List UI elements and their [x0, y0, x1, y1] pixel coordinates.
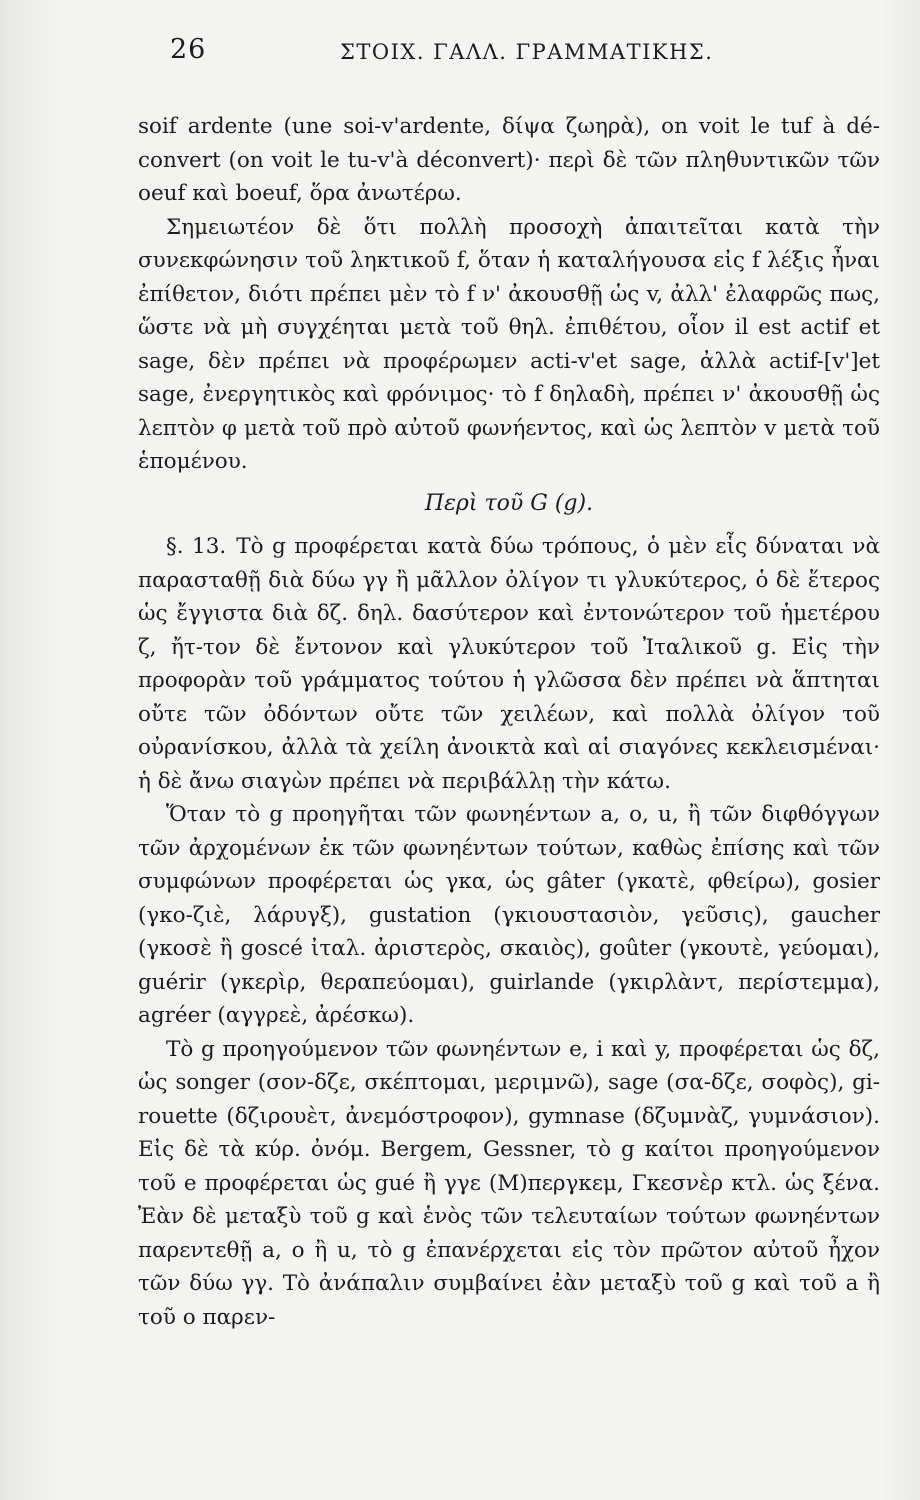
paragraph-5: Τὸ g προηγούμενον τῶν φωνηέντων e, i καὶ y, προφέρεται ὡς δζ, ὡς songer (σον-δζε, σκέπτομαι, μεριμνῶ), sage (σα-δζε, σοφὸς), gi-rouette (δζιρουὲτ, ἀνεμόστροφον), gymnase (δζυμνὰζ, γυμνάσιον). Εἰς δὲ τὰ κύρ. ὀνόμ. Bergem, Gessner, τὸ g καίτοι προηγούμενον τοῦ e προφέρεται ὡς gué ἢ γγε (Μ)περγκεμ, Γκεσνὲρ κτλ. ὡς ξένα. Ἐὰν δὲ μεταξὺ τοῦ g καὶ ἑνὸς τῶν τελευταίων τούτων φωνηέντων παρεντεθῇ a, o ἢ u, τὸ g ἐπανέρχεται εἰς τὸν πρῶτον αὐτοῦ ἦχον τῶν δύω γγ. Τὸ ἀνάπαλιν συμβαίνει ἐὰν μεταξὺ τοῦ g καὶ τοῦ a ἢ τοῦ o παρεν-	[138, 1036, 880, 1330]
paragraph-3	[138, 530, 880, 798]
section-number: §. 13.	[166, 534, 227, 559]
paragraph-1: soif ardente (une soi-v'ardente, δίψα ζωηρὰ), on voit le tuf à dé-convert (on voit le tu-v'à déconvert)· περὶ δὲ τῶν πληθυντικῶν τῶν oeuf καὶ boeuf, ὅρα ἀνωτέρω.	[138, 114, 880, 206]
page-body	[138, 110, 880, 1334]
paragraph-4: Ὅταν τὸ g προηγῆται τῶν φωνηέντων a, o, u, ἢ τῶν διφθόγγων τῶν ἀρχομένων ἐκ τῶν φωνηέντων τούτων, καθὼς ἐπίσης καὶ τῶν συμφώνων προφέρεται ὡς γκα, ὡς gâter (γκατὲ, φθείρω), gosier (γκο-ζιὲ, λάρυγξ), gustation (γκιουστασιὸν, γεῦσις), gaucher (γκοσὲ ἢ goscé ἰταλ. ἀριστερὸς, σκαιὸς), goûter (γκουτὲ, γεύομαι), guérir (γκερὶρ, θεραπεύομαι), guirlande (γκιρλὰντ, περίστεμμα), agréer (αγγρεὲ, ἀρέσκω).	[138, 802, 880, 1028]
section-heading: Περὶ τοῦ G (g).	[424, 490, 594, 516]
page-number: 26	[170, 34, 207, 65]
paragraph-2: Σημειωτέον δὲ ὅτι πολλὴ προσοχὴ ἀπαιτεῖται κατὰ τὴν συνεκφώνησιν τοῦ ληκτικοῦ f, ὅταν ἡ καταλήγουσα εἰς f λέξις ἦναι ἐπίθετον, διότι πρέπει μὲν τὸ f ν' ἀκουσθῇ ὡς v, ἀλλ' ἐλαφρῶς πως, ὥστε νὰ μὴ συγχέηται μετὰ τοῦ θηλ. ἐπιθέτου, οἷον il est actif et sage, δὲν πρέπει νὰ προφέρωμεν acti-v'et sage, ἀλλὰ actif-[v']et sage, ἐνεργητικὸς καὶ φρόνιμος· τὸ f δηλαδὴ, πρέπει ν' ἀκουσθῇ ὡς λεπτὸν φ μετὰ τοῦ πρὸ αὐτοῦ φωνήεντος, καὶ ὡς λεπτὸν v μετὰ τοῦ ἑπομένου.	[138, 214, 880, 474]
page-header	[138, 34, 880, 74]
paragraph-3-text: Τὸ g προφέρεται κατὰ δύω τρόπους, ὁ μὲν εἷς δύναται νὰ παρασταθῇ διὰ δύω γγ ἢ μᾶλλον ὀλίγον τι γλυκύτερος, ὁ δὲ ἕτερος ὡς ἔγγιστα διὰ δζ. δηλ. δασύτερον καὶ ἐντονώτερον τοῦ ἡμετέρου ζ, ἤτ-τον δὲ ἔντονον καὶ γλυκύτερον τοῦ Ἰταλικοῦ g. Εἰς τὴν προφορὰν τοῦ γράμματος τούτου ἡ γλῶσσα δὲν πρέπει νὰ ἅπτηται οὔτε τῶν ὀδόντων οὔτε τῶν χειλέων, καὶ πολλὰ ὀλίγον τοῦ οὐρανίσκου, ἀλλὰ τὰ χείλη ἀνοικτὰ καὶ αἱ σιαγόνες κεκλεισμέναι· ἡ δὲ ἄνω σιαγὼν πρέπει νὰ περιβάλλῃ τὴν κάτω.	[138, 534, 880, 794]
running-title: ΣΤΟΙΧ. ΓΑΛΛ. ΓΡΑΜΜΑΤΙΚΗΣ.	[340, 40, 714, 64]
